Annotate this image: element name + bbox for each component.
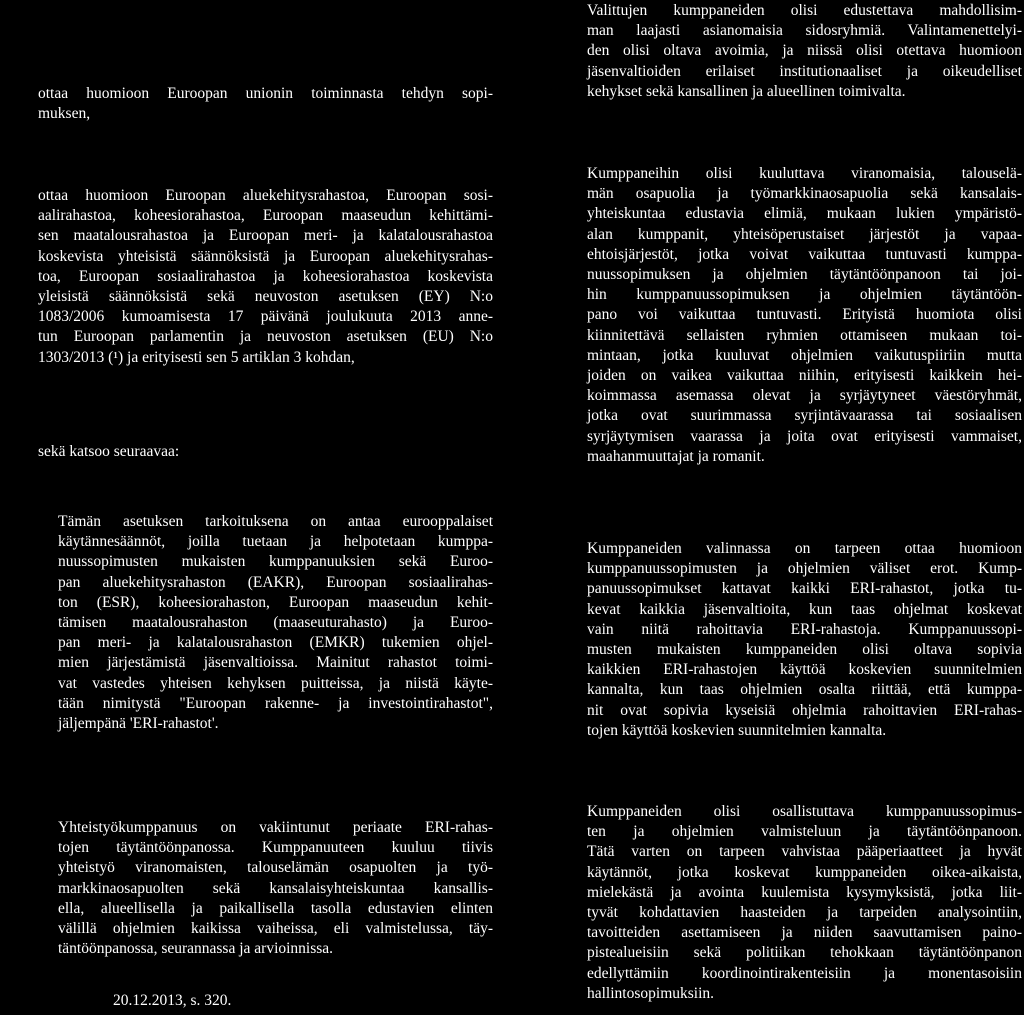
text-line: mielekästä ja avointa kuulemista kysymyksistä, jotka liit- [587, 883, 1022, 901]
text-line: yhteiskuntaa edustavia elimiä, mukaan lukien ympäristö- [587, 205, 1022, 223]
left-para-5 [58, 818, 493, 959]
footnote: 20.12.2013, s. 320. [113, 992, 232, 1009]
text-line: kaikkien ERI-rahastojen käyttöä koskevien suunnitelmien [587, 661, 1022, 679]
text-line: Kumppaneiden olisi osallistuttava kumppanuussopimus- [587, 803, 1022, 820]
text-line: tojen käyttöä koskevien suunnitelmien kannalta. [587, 721, 887, 739]
text-line: kevat kaikkia jäsenvaltioita, kun taas ohjelmat koskevat [587, 600, 1022, 618]
text-line: ottaa huomioon Euroopan unionin toiminnasta tehdyn sopi- [38, 85, 493, 102]
text-line: jäsenvaltioiden erilaiset institutionaaliset ja oikeudelliset [587, 62, 1022, 80]
right-para-4 [587, 802, 1022, 1004]
text-line: ehtoisjärjestöt, jotka voivat vaikuttaa tuntuvasti kumppa- [587, 245, 1022, 263]
text-line: mintaan, jotka kuuluvat ohjelmien vaikutuspiiriin mutta [587, 346, 1022, 364]
text-line: Kumppaneiden valinnassa on tarpeen ottaa huomioon [587, 540, 1022, 557]
text-line: käytännöt, jotka koskevat kumppaneiden oikea-aikaista, [587, 863, 1022, 881]
text-line: nit ovat sopivia kyseisiä ohjelmia rahoittavien ERI-rahas- [587, 701, 1022, 719]
text-line: koskevista yhteisistä säännöksistä ja Euroopan aluekehitysrahas- [38, 247, 493, 265]
text-line: yleisistä säännöksistä sekä neuvoston asetuksen (EY) N:o [38, 288, 493, 306]
text-line: sen maatalousrahastoa ja Euroopan meri- ja kalatalousrahastoa [38, 227, 493, 245]
text-line: aalirahastoa, koheesiorahastoa, Euroopan maaseudun kehittämi- [38, 207, 493, 225]
text-line: maahanmuuttajat ja romanit. [587, 447, 765, 465]
text-line: koimmassa asemassa olevat ja syrjäytyneet väestöryhmät, [587, 387, 1022, 405]
text-line: män osapuolia ja työmarkkinaosapuolia sekä kansalais- [587, 185, 1022, 203]
text-line: nuussopimuksen ja ohjelmien täytäntöönpanoon tai joi- [587, 266, 1022, 284]
text-line: den olisi oltava avoimia, ja niissä olisi otettava huomioon [587, 42, 1022, 60]
text-line: hin kumppanuussopimuksen ja ohjelmien täytäntöön- [587, 286, 1022, 304]
text-line: syrjäytymisen vaarassa ja joita ovat erityisesti vammaiset, [587, 427, 1022, 445]
text-line: kiinnitettävä sellaisten ryhmien ottamiseen mukaan toi- [587, 326, 1022, 344]
right-para-1 [587, 1, 1022, 102]
text-line: alan kumppanit, yhteisöperustaiset järjestöt ja vapaa- [587, 225, 1022, 243]
text-line: hallintosopimuksiin. [587, 984, 715, 1002]
text-line: 1083/2006 kumoamisesta 17 päivänä joulukuuta 2013 anne- [38, 308, 493, 326]
text-line: kumppanuussopimusten ja ohjelmien väliset erot. Kump- [587, 560, 1022, 578]
text-line: ten ja ohjelmien valmisteluun ja täytäntöönpanoon. [587, 823, 1022, 841]
text-line: panuussopimukset kattavat kaikki ERI-rahastot, jotka tu- [587, 580, 1022, 598]
text-line: jäljempänä 'ERI-rahastot'. [58, 715, 219, 733]
text-line: kannalta, kun taas ohjelmien osalta riittää, että kumppa- [587, 681, 1022, 699]
text-line: yhteistyö viranomaisten, talouselämän osapuolten ja työ- [58, 859, 493, 877]
text-line: muksen, [38, 105, 91, 123]
text-line: tyvät kohdattavien haasteiden ja tarpeiden analysointiin, [587, 904, 1022, 922]
left-para-1 [38, 84, 493, 124]
text-line: pistealueisiin sekä politiikan tehokkaan täytäntöönpanon [587, 944, 1022, 962]
text-line: Kumppaneihin olisi kuuluttava viranomaisia, talouselä- [587, 165, 1022, 182]
right-para-2 [587, 164, 1022, 467]
left-para-2 [38, 186, 493, 368]
text-line: välillä ohjelmien kaikissa vaiheissa, eli valmistelussa, täy- [58, 920, 493, 938]
text-line: ottaa huomioon Euroopan aluekehitysrahastoa, Euroopan sosi- [38, 187, 493, 204]
text-line: vat vastedes yhteisen kehyksen puitteissa, ja niistä käyte- [58, 674, 493, 692]
text-line: ella, alueellisella ja paikallisella tasolla edustavien elinten [58, 899, 493, 917]
text-line: tavoitteiden asettamiseen ja niiden saavuttamisen paino- [587, 924, 1022, 942]
text-line: Valittujen kumppaneiden olisi edustettava mahdollisim- [587, 2, 1022, 19]
text-line: tään nimitystä "Euroopan rakenne- ja investointirahastot", [58, 694, 493, 712]
text-line: 1303/2013 (¹) ja erityisesti sen 5 artiklan 3 kohdan, [38, 348, 355, 366]
text-line: musten mukaisten kumppaneiden olisi oltava sopivia [587, 641, 1022, 659]
text-line: ton (ESR), koheesiorahaston, Euroopan maaseudun kehit- [58, 593, 493, 611]
text-line: toa, Euroopan sosiaalirahastoa ja koheesiorahastoa koskevista [38, 267, 493, 285]
text-line: kehykset sekä kansallinen ja alueellinen toimivalta. [587, 82, 906, 100]
text-line: pan aluekehitysrahaston (EAKR), Euroopan sosiaalirahas- [58, 573, 493, 591]
text-line: vain niitä rahoittavia ERI-rahastoja. Kumppanuussopi- [587, 620, 1022, 638]
text-line: pano voi vaikuttaa tuntuvasti. Erityistä huomiota olisi [587, 306, 1022, 324]
text-line: joiden on vaikea vaikuttaa niihin, erityisesti kaikkein hei- [587, 367, 1022, 385]
text-line: jotka ovat suurimmassa syrjintävaarassa tai sosiaalisen [587, 407, 1022, 425]
text-line: man laajasti asianomaisia sidosryhmiä. Valintamenettelyi- [587, 22, 1022, 40]
text-line: Tämän asetuksen tarkoituksena on antaa eurooppalaiset [58, 513, 493, 530]
right-para-3 [587, 539, 1022, 741]
left-para-3 [38, 442, 493, 462]
text-line: Yhteistyökumppanuus on vakiintunut periaate ERI-rahas- [58, 819, 493, 836]
text-line: käytännesäännöt, joilla tuetaan ja helpotetaan kumppa- [58, 533, 493, 551]
text-line: Tätä varten on tarpeen vahvistaa pääperiaatteet ja hyvät [587, 843, 1022, 861]
text-line: tojen täytäntöönpanossa. Kumppanuuteen kuuluu tiivis [58, 839, 493, 857]
text-line: pan meri- ja kalatalousrahaston (EMKR) tukemien ohjel- [58, 634, 493, 652]
text-line: markkinaosapuolten sekä kansalaisyhteiskuntaa kansallis- [58, 879, 493, 897]
left-para-4 [58, 512, 493, 734]
text-line: tun Euroopan parlamentin ja neuvoston asetuksen (EU) N:o [38, 328, 493, 346]
text-line: sekä katsoo seuraavaa: [38, 443, 180, 460]
text-line: tämisen maatalousrahaston (maaseuturahasto) ja Euroo- [58, 614, 493, 632]
text-line: mien järjestämistä jäsenvaltioissa. Mainitut rahastot toimi- [58, 654, 493, 672]
text-line: täntöönpanossa, seurannassa ja arvioinnissa. [58, 940, 334, 958]
text-line: edellyttämiin koordinointirakenteisiin ja monentasoisiin [587, 964, 1022, 982]
text-line: nuussopimusten mukaisten kumppanuuksien sekä Euroo- [58, 553, 493, 571]
